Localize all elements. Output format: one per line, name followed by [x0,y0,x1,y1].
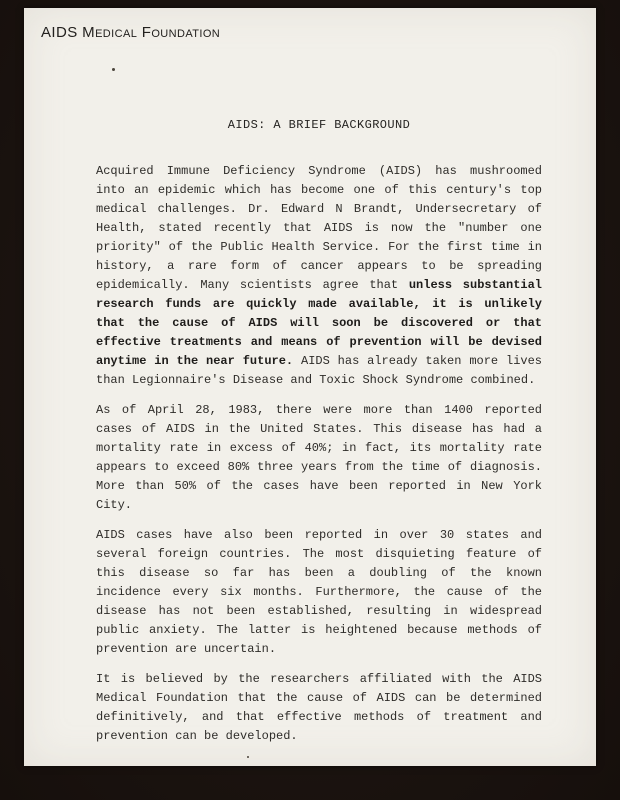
paragraph-4: It is believed by the researchers affiliated with the AIDS Medical Foundation that the cause of AIDS can be determined definitively, and that effective methods of treatment and prevention can be developed. [96,672,542,743]
paragraph-1 [96,162,542,390]
scan-speck [112,68,115,71]
letterhead: AIDS Medical Foundation [41,24,221,41]
paragraph-1-text: Acquired Immune Deficiency Syndrome (AIDS) has mushroomed into an epidemic which has become one of this century's top medical challenges. Dr. Edward N Brandt, Undersecretary of Health, stated recently that AIDS is now the "number one priority" of the Public Health Service. For the first time in history, a rare form of cancer appears to be spreading epidemically. Many scientists agree that [96,164,542,292]
document-title: AIDS: A BRIEF BACKGROUND [227,118,411,132]
paragraph-3: AIDS cases have also been reported in over 30 states and several foreign countries. The most disquieting feature of this disease so far has been a doubling of the known incidence every six months. Furthermore, the cause of the disease has not been established, resulting in widespread public anxiety. The latter is heightened because methods of prevention are uncertain. [96,528,542,656]
document-page [24,8,596,766]
paragraph-1-text-end: AIDS has already taken more lives than Legionnaire's Disease and Toxic Shock Syndrome combined. [96,354,542,387]
document-body [96,116,542,757]
paragraph-2: As of April 28, 1983, there were more than 1400 reported cases of AIDS in the United States. This disease has had a mortality rate in excess of 40%; in fact, its mortality rate appears to exceed 80% three years from the time of diagnosis. More than 50% of the cases have been reported in New York City. [96,403,542,512]
paragraph-1-bold-text: unless substantial research funds are quickly made available, it is unlikely that the cause of AIDS will soon be discovered or that effective treatments and means of prevention will be devised anytime in the near future. [96,278,543,368]
